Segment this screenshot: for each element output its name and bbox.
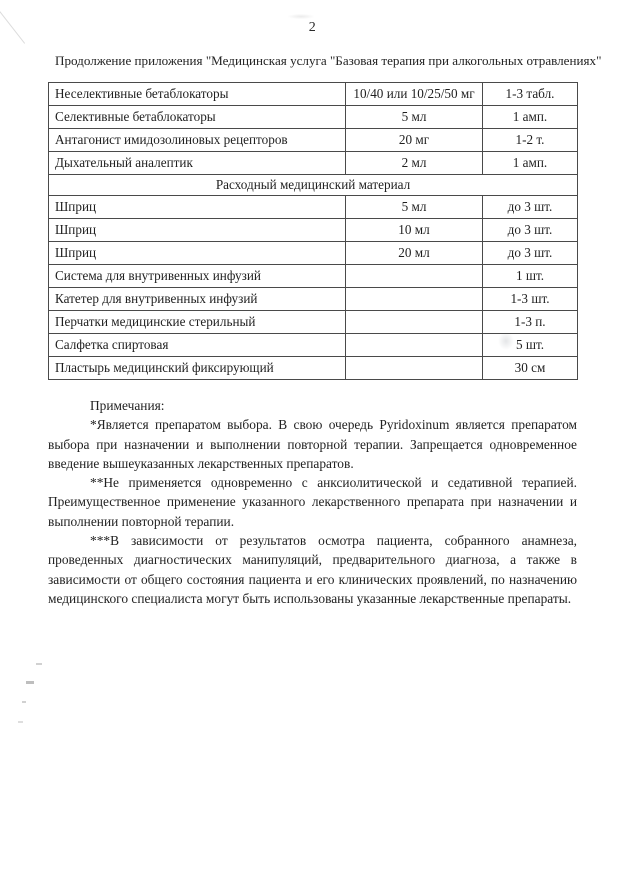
item-name-cell: Дыхательный аналептик: [49, 152, 346, 175]
qty-cell: 1-3 п.: [483, 311, 578, 334]
dose-cell: [346, 265, 483, 288]
dose-cell: 10/40 или 10/25/50 мг: [346, 83, 483, 106]
page-number: 2: [308, 20, 317, 35]
dose-cell: 5 мл: [346, 196, 483, 219]
dose-cell: [346, 357, 483, 380]
dose-cell: 20 мл: [346, 242, 483, 265]
qty-cell: до 3 шт.: [483, 196, 578, 219]
table-row: [49, 106, 578, 129]
document-header: Продолжение приложения "Медицинская услуга "Базовая терапия при алкогольных отравлениях": [55, 53, 602, 68]
item-name-cell: Селективные бетаблокаторы: [49, 106, 346, 129]
medical-services-table: [48, 82, 578, 380]
qty-cell: 1-2 т.: [483, 129, 578, 152]
table-row: [49, 357, 578, 380]
note-paragraph-1: *Является препаратом выбора. В свою очередь Pyridoxinum является препаратом выбора при назначении и выполнении повторной терапии. Запрещается одновременное введение вышеуказанных лекарственных препаратов.: [48, 417, 577, 471]
qty-cell: до 3 шт.: [483, 242, 578, 265]
item-name-cell: Шприц: [49, 196, 346, 219]
qty-cell: 5 шт.: [483, 334, 578, 357]
table-row: [49, 242, 578, 265]
dose-cell: [346, 288, 483, 311]
table-row: [49, 265, 578, 288]
qty-cell: 1-3 шт.: [483, 288, 578, 311]
section-header-cell: Расходный медицинский материал: [49, 175, 578, 196]
dose-cell: [346, 311, 483, 334]
qty-cell: до 3 шт.: [483, 219, 578, 242]
item-name-cell: Салфетка спиртовая: [49, 334, 346, 357]
qty-cell: 1-3 табл.: [483, 83, 578, 106]
note-paragraph-3: ***В зависимости от результатов осмотра пациента, собранного анамнеза, проведенных диагностических манипуляций, предварительного диагноза, а также в зависимости от общего состояния пациента и его клинических проявлений, по назначению медицинского специалиста могут быть использованы указанные лекарственные препараты.: [48, 533, 577, 606]
table-row: [49, 334, 578, 357]
dose-cell: [346, 334, 483, 357]
notes-title: Примечания:: [90, 398, 165, 413]
drugs-section: [49, 83, 578, 380]
table-section-row: [49, 175, 578, 196]
dose-cell: 20 мг: [346, 129, 483, 152]
item-name-cell: Пластырь медицинский фиксирующий: [49, 357, 346, 380]
table-row: [49, 288, 578, 311]
dose-cell: 5 мл: [346, 106, 483, 129]
qty-cell: 30 см: [483, 357, 578, 380]
item-name-cell: Шприц: [49, 219, 346, 242]
table-row: [49, 219, 578, 242]
dose-cell: 2 мл: [346, 152, 483, 175]
item-name-cell: Антагонист имидозолиновых рецепторов: [49, 129, 346, 152]
item-name-cell: Неселективные бетаблокаторы: [49, 83, 346, 106]
qty-cell: 1 амп.: [483, 106, 578, 129]
notes-section: [48, 396, 577, 608]
table-row: [49, 196, 578, 219]
table-row: [49, 311, 578, 334]
qty-cell: 1 шт.: [483, 265, 578, 288]
table-row: [49, 129, 578, 152]
item-name-cell: Система для внутривенных инфузий: [49, 265, 346, 288]
item-name-cell: Шприц: [49, 242, 346, 265]
scan-artifact-left: [18, 655, 32, 735]
table-row: [49, 152, 578, 175]
qty-cell: 1 амп.: [483, 152, 578, 175]
item-name-cell: Перчатки медицинские стерильный: [49, 311, 346, 334]
item-name-cell: Катетер для внутривенных инфузий: [49, 288, 346, 311]
dose-cell: 10 мл: [346, 219, 483, 242]
note-paragraph-2: **Не применяется одновременно с анксиолитической и седативной терапией. Преимущественное применение указанного лекарственного препарата при назначении и выполнении повторной терапии.: [48, 475, 577, 529]
table-row: [49, 83, 578, 106]
